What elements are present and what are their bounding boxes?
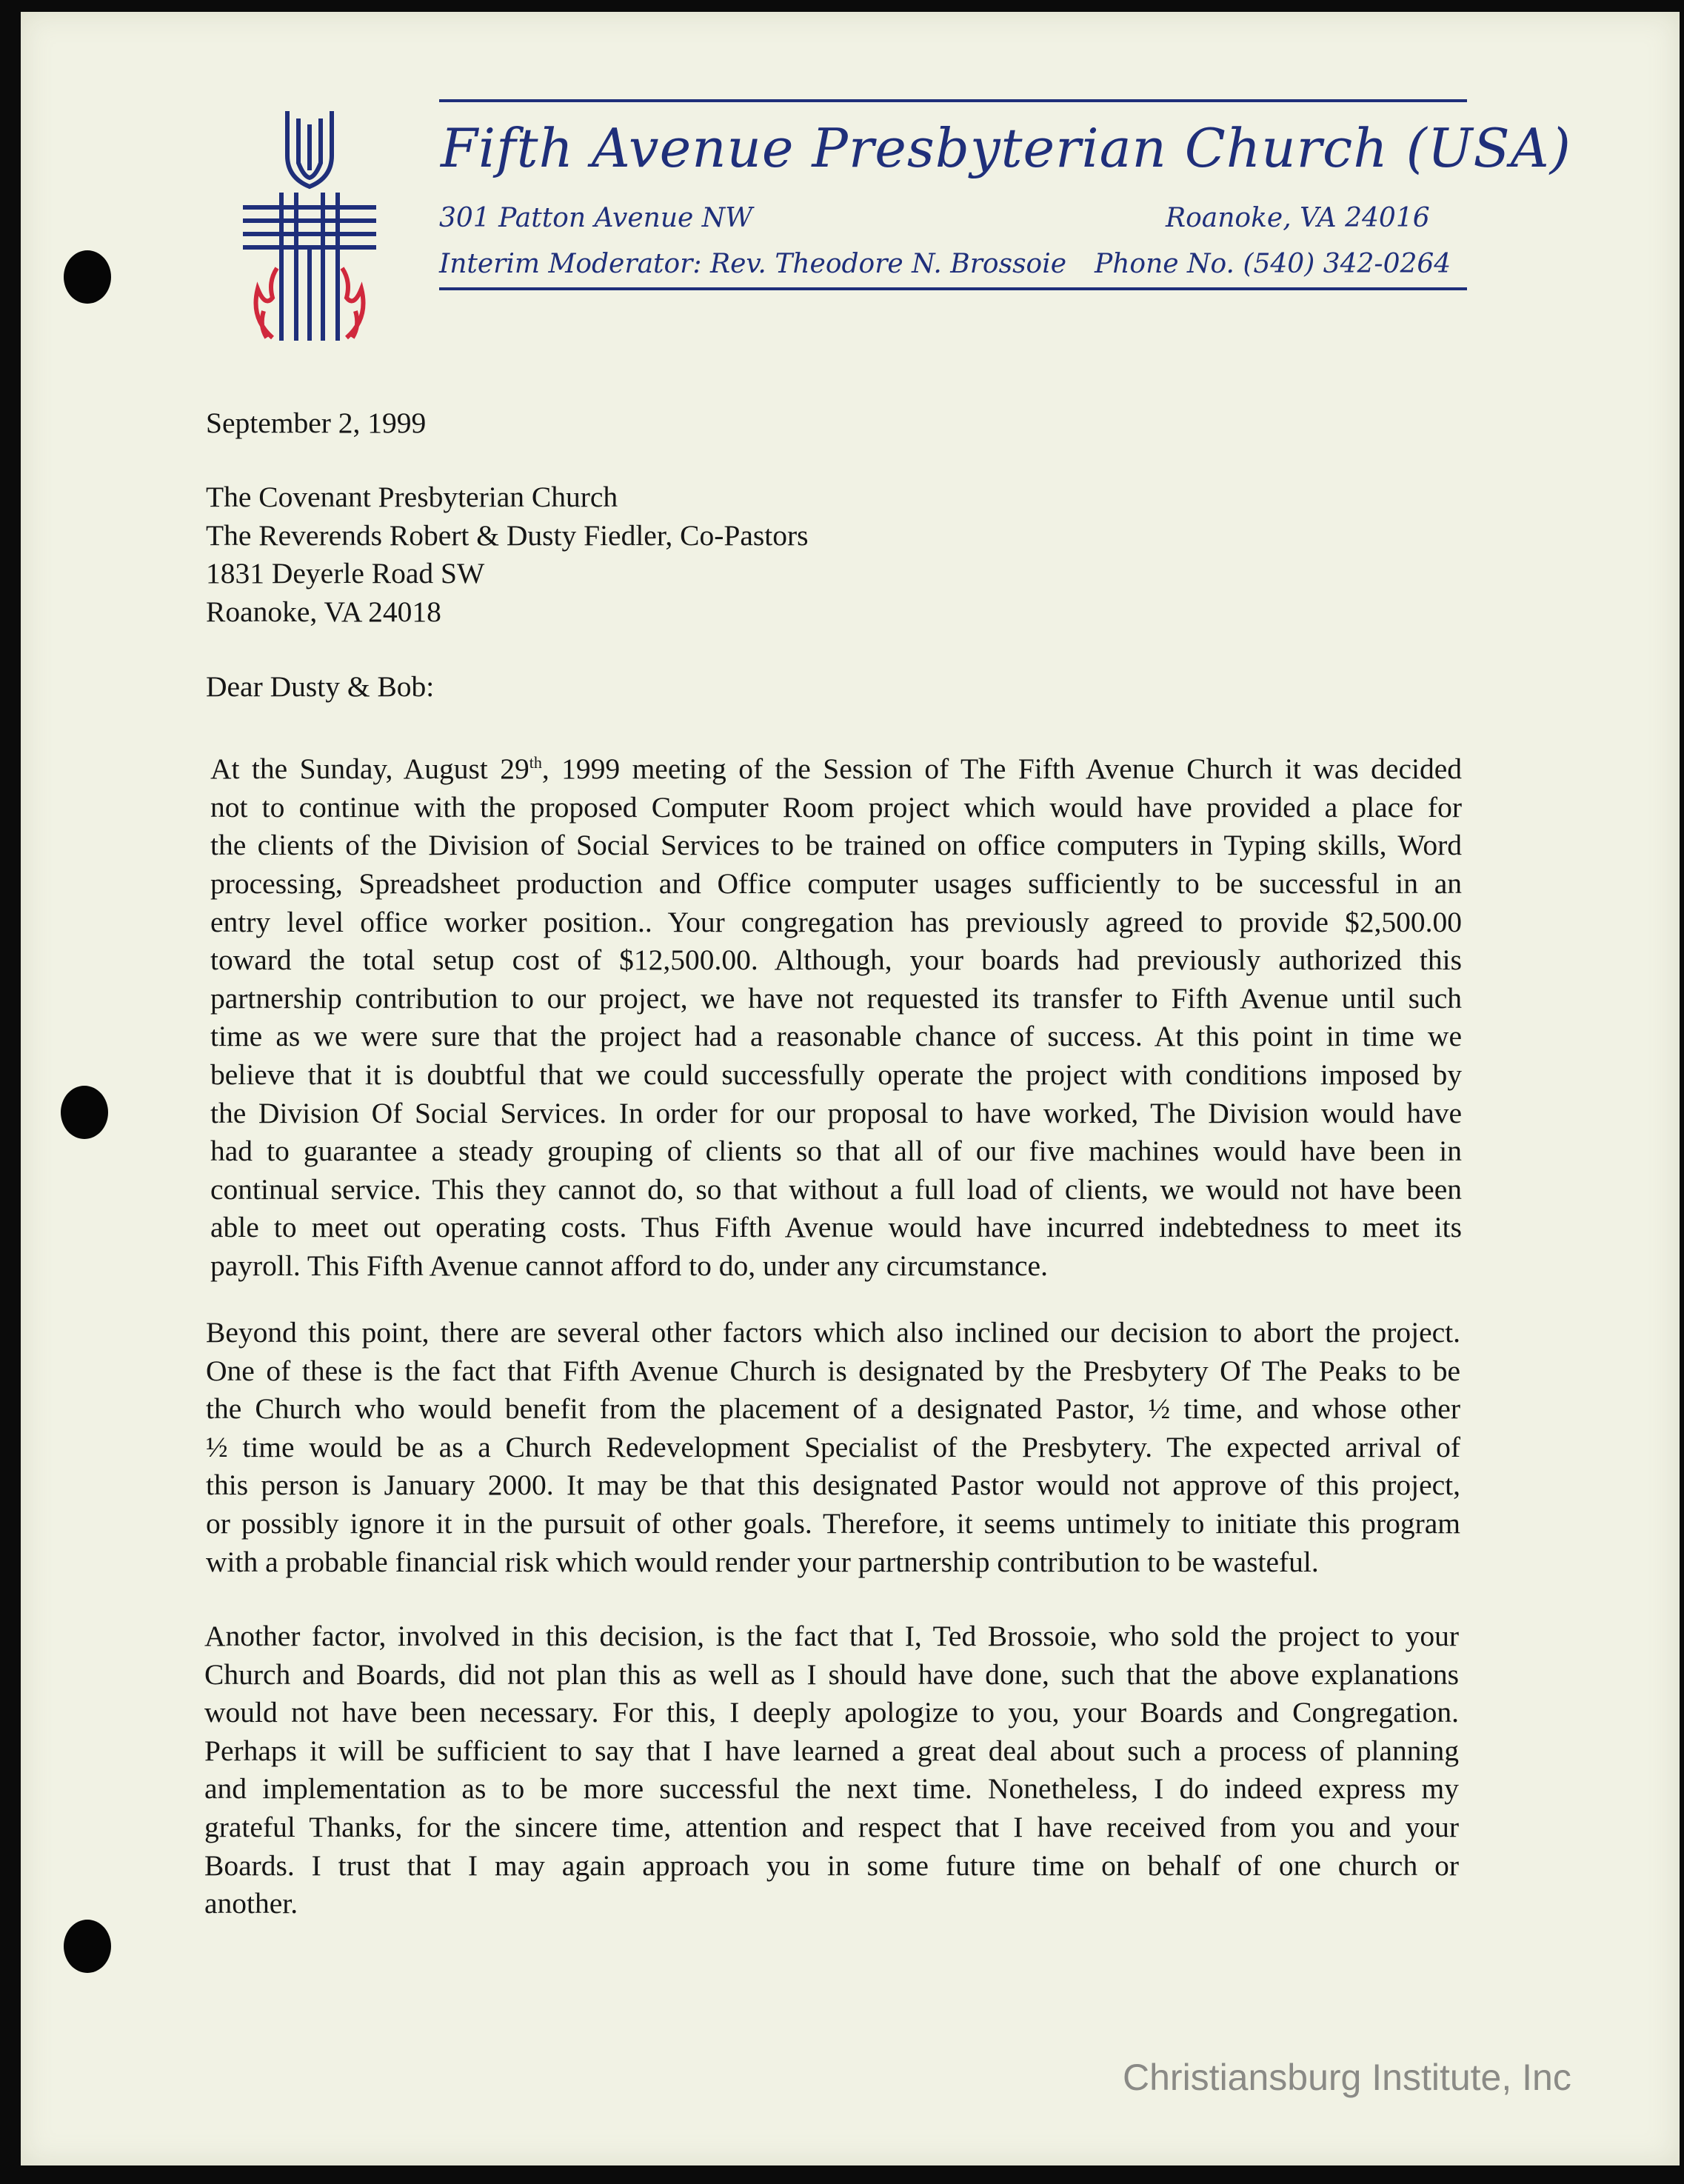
text-line: believe that it is doubtful that we could successfully operate the project with conditions imposed by <box>210 1058 1462 1091</box>
text-line: or possibly ignore it in the pursuit of other goals. Therefore, it seems untimely to initiate this program <box>206 1506 1460 1540</box>
recipient-line: 1831 Deyerle Road SW <box>206 557 485 590</box>
archive-watermark: Christiansburg Institute, Inc <box>1123 2057 1571 2098</box>
text-line: Beyond this point, there are several other factors which also inclined our decision to abort the project. <box>206 1316 1460 1349</box>
text-line: the Church who would benefit from the placement of a designated Pastor, ½ time, and whose other <box>206 1392 1460 1426</box>
text-line: continual service. This they cannot do, so that without a full load of clients, we would not have been <box>210 1172 1462 1206</box>
text-line: with a probable financial risk which would render your partnership contribution to be wasteful. <box>206 1545 1319 1578</box>
church-address: 301 Patton Avenue NW <box>439 203 753 233</box>
text-line: had to guarantee a steady grouping of clients so that all of our five machines would have been in <box>210 1135 1462 1168</box>
letterhead-top-rule <box>439 99 1467 102</box>
recipient-address <box>206 478 1465 631</box>
text-line: Perhaps it will be sufficient to say that I have learned a great deal about such a process of planning <box>204 1734 1459 1767</box>
church-city: Roanoke, VA 24016 <box>1166 203 1430 233</box>
church-phone: Phone No. (540) 342-0264 <box>1095 249 1451 279</box>
text-line: processing, Spreadsheet production and Office computer usages sufficiently to be successful in an <box>210 866 1462 900</box>
punch-hole <box>61 1086 108 1139</box>
paragraph-3 <box>204 1617 1459 1923</box>
text-line: time as we were sure that the project had a reasonable chance of success. At this point in time we <box>210 1020 1462 1053</box>
text-line: Another factor, involved in this decision, is the fact that I, Ted Brossoie, who sold the project to your <box>204 1620 1459 1652</box>
text-line: payroll. This Fifth Avenue cannot afford to do, under any circumstance. <box>210 1249 1048 1282</box>
presbyterian-seal-icon <box>235 104 384 341</box>
text-line: the clients of the Division of Social Services to be trained on office computers in Typing skills, Word <box>210 829 1462 862</box>
text-line: able to meet out operating costs. Thus Fifth Avenue would have incurred indebtedness to meet its <box>210 1211 1462 1244</box>
recipient-line: The Reverends Robert & Dusty Fiedler, Co-Pastors <box>206 518 809 552</box>
text-line: One of these is the fact that Fifth Avenue Church is designated by the Presbytery Of The Peaks to be <box>206 1354 1460 1387</box>
church-name: Fifth Avenue Presbyterian Church (USA) <box>441 117 1571 179</box>
text-line: ½ time would be as a Church Redevelopment Specialist of the Presbytery. The expected arrival of <box>206 1430 1460 1463</box>
interim-moderator: Interim Moderator: Rev. Theodore N. Brossoie <box>439 249 1067 279</box>
text-line: this person is January 2000. It may be that this designated Pastor would not approve of this project, <box>206 1469 1460 1502</box>
text-line: grateful Thanks, for the sincere time, attention and respect that I have received from you and your <box>204 1810 1459 1843</box>
text-line: would not have been necessary. For this, I deeply apologize to you, your Boards and Congregation. <box>204 1696 1459 1729</box>
text-line: and implementation as to be more successful the next time. Nonetheless, I do indeed express my <box>204 1772 1459 1806</box>
text-line: toward the total setup cost of $12,500.00. Although, your boards had previously authorized this <box>210 944 1462 977</box>
text-line: not to continue with the proposed Computer Room project which would have provided a place for <box>210 790 1462 824</box>
text-line: At the Sunday, August 29th, 1999 meeting of the Session of The Fifth Avenue Church it was decided <box>210 752 1462 786</box>
punch-hole <box>64 1920 111 1973</box>
letterhead-bottom-rule <box>439 287 1467 290</box>
text-line: the Division Of Social Services. In order for our proposal to have worked, The Division would have <box>210 1096 1462 1129</box>
text-line: Boards. I trust that I may again approach you in some future time on behalf of one church or <box>204 1849 1459 1882</box>
text-line: partnership contribution to our project, we have not requested its transfer to Fifth Avenue until such <box>210 981 1462 1015</box>
paragraph-1 <box>210 744 1462 1285</box>
recipient-line: Roanoke, VA 24018 <box>206 595 441 628</box>
salutation: Dear Dusty & Bob: <box>206 670 435 703</box>
text-line: another. <box>204 1887 298 1920</box>
recipient-line: The Covenant Presbyterian Church <box>206 481 618 513</box>
punch-hole <box>64 250 111 304</box>
text-line: Church and Boards, did not plan this as well as I should have done, such that the above explanations <box>204 1657 1459 1691</box>
paragraph-2 <box>206 1314 1460 1581</box>
letter-date: September 2, 1999 <box>206 407 427 439</box>
text-line: entry level office worker position.. Your congregation has previously agreed to provide $2,500.00 <box>210 905 1462 938</box>
